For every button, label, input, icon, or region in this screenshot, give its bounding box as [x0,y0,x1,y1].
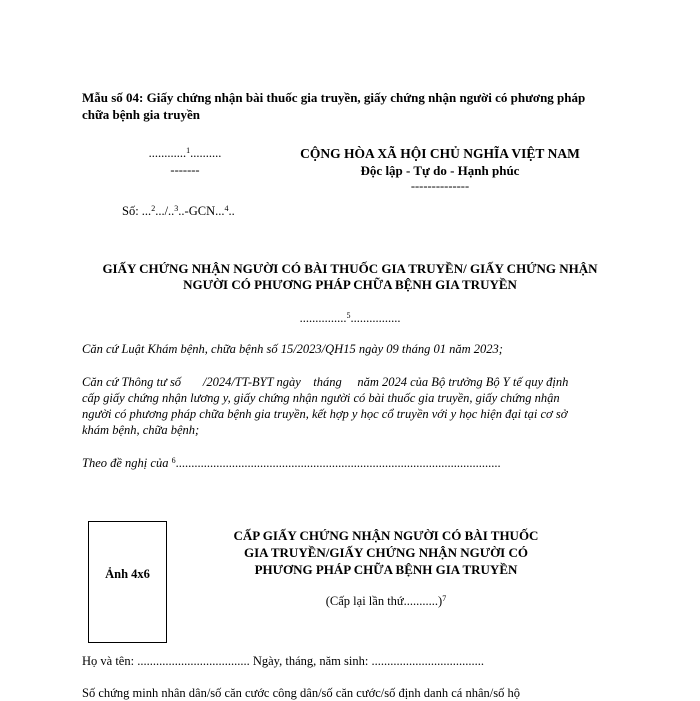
footnote-6: 6 [171,456,176,465]
footnote-7: 7 [442,594,447,603]
reissue-line [286,594,486,609]
issuer-name [130,146,240,161]
number-part3: ..-GCN... [178,204,225,218]
form-title-line1: Mẫu số 04: Giấy chứng nhận bài thuốc gia truyền, giấy chứng nhận người có phương pháp [82,90,586,105]
number-suffix: .. [228,204,235,218]
proposal-dots: ........................................................................................................ [175,456,501,470]
dob-label: Ngày, tháng, năm sinh: [249,654,372,668]
national-motto: Độc lập - Tự do - Hạnh phúc [360,163,520,178]
photo-label: Ảnh 4x6 [105,567,150,581]
name-dots: .................................... [137,654,250,668]
proposal-line [82,456,501,471]
footnote-5: 5 [346,311,351,320]
basis-circular-line4: khám bệnh, chữa bệnh; [82,423,200,437]
grant-title-line1: CẤP GIẤY CHỨNG NHẬN NGƯỜI CÓ BÀI THUỐC [233,528,539,543]
photo-placeholder [88,521,167,643]
number-prefix: Số: ... [122,204,152,218]
basis-circular-line1: Căn cứ Thông tư số /2024/TT-BYT ngày tháng năm 2024 của Bộ trưởng Bộ Y tế quy định [82,375,569,389]
certificate-title-line1: GIẤY CHỨNG NHẬN NGƯỜI CÓ BÀI THUỐC GIA TRUYỀN/ GIẤY CHỨNG NHẬN [102,261,598,276]
grant-title-line3: PHƯƠNG PHÁP CHỮA BỆNH GIA TRUYỀN [254,562,518,577]
name-dob-line [82,654,484,669]
proposal-label: Theo đề nghị của [82,456,172,470]
issuer-dots-before: ............ [148,146,187,160]
basis-circular-line2: cấp giấy chứng nhận lương y, giấy chứng nhận người có bài thuốc gia truyền, giấy chứng nhận [82,391,560,405]
footnote-4: 4 [224,204,229,213]
certificate-number [122,204,235,219]
certificate-title-line2: NGƯỜI CÓ PHƯƠNG PHÁP CHỮA BỆNH GIA TRUYỀN [183,277,517,292]
issuer-underline: ------- [170,163,200,177]
grant-title-line2: GIA TRUYỀN/GIẤY CHỨNG NHẬN NGƯỜI CÓ [244,545,528,560]
authority-line [250,311,450,326]
basis-circular-line3: người có phương pháp chữa bệnh gia truyền, kết hợp y học cổ truyền với y học hiện đại tại cơ sở [82,407,568,421]
authority-dots-after: ................ [350,311,401,325]
form-title-line2: chữa bệnh gia truyền [82,107,200,122]
number-part2: .../.. [155,204,175,218]
name-label: Họ và tên: [82,654,138,668]
authority-dots-before: ............... [299,311,347,325]
issuer-dots-after: .......... [190,146,222,160]
footnote-3: 3 [174,204,179,213]
footnote-2: 2 [151,204,156,213]
reissue-text: (Cấp lại lần thứ...........) [325,594,443,608]
footnote-1: 1 [186,146,191,155]
country-name: CỘNG HÒA XÃ HỘI CHỦ NGHĨA VIỆT NAM [300,146,580,161]
dob-dots: .................................... [371,654,484,668]
basis-law: Căn cứ Luật Khám bệnh, chữa bệnh số 15/2023/QH15 ngày 09 tháng 01 năm 2023; [82,342,503,356]
id-number-line: Số chứng minh nhân dân/số căn cước công dân/số căn cước/số định danh cá nhân/số hộ [82,686,520,700]
motto-underline: -------------- [410,179,470,193]
